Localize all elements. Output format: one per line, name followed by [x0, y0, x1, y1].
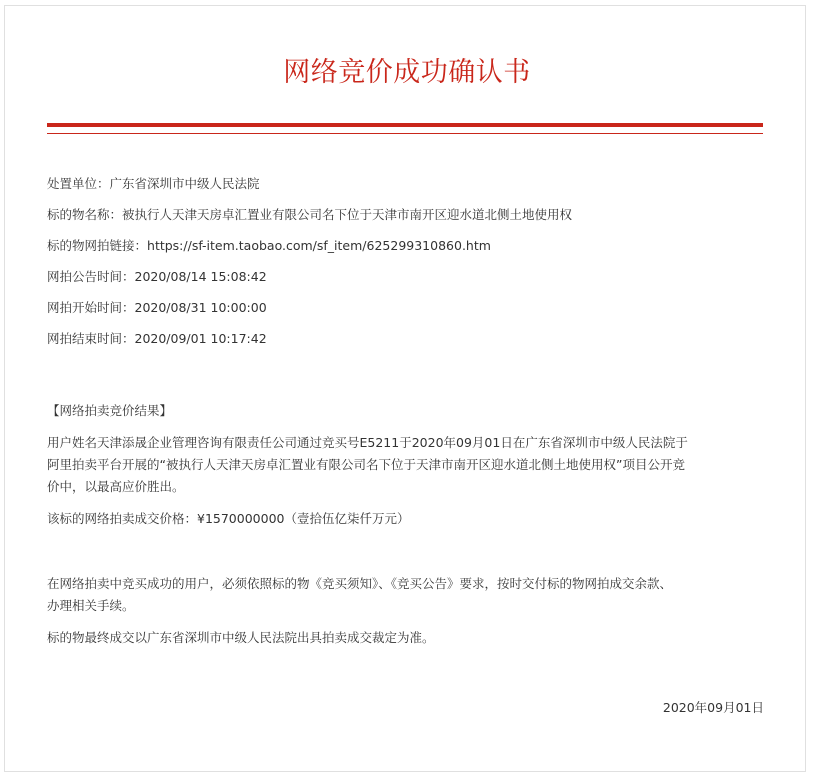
result-section [47, 400, 763, 540]
final-price: 该标的网络拍卖成交价格：¥1570000000（壹拾伍亿柒仟万元） [47, 511, 410, 526]
auction-info-list [47, 173, 763, 359]
result-line-3: 价中，以最高应价胜出。 [47, 479, 185, 494]
court-row: 处置单位：广东省深圳市中级人民法院 [47, 176, 260, 191]
title-divider-thin [47, 133, 763, 134]
document-date: 2020年09月01日 [662, 700, 764, 715]
result-paragraph [47, 432, 763, 498]
result-line-1: 用户姓名天津添晟企业管理咨询有限责任公司通过竞买号E5211于2020年09月01日在广东省深圳市中级人民法院于 [47, 435, 688, 450]
start-time-row: 网拍开始时间：2020/08/31 10:00:00 [47, 300, 267, 315]
item-link-label: 标的物网拍链接： [47, 238, 148, 253]
item-link: https://sf-item.taobao.com/sf_item/625299310860.htm [147, 238, 491, 253]
title-divider-thick [47, 123, 763, 127]
end-time-row: 网拍结束时间：2020/09/01 10:17:42 [47, 331, 267, 346]
item-link-row [47, 235, 763, 266]
notice-line-1: 在网络拍卖中竞买成功的用户，必须依照标的物《竞买须知》、《竞买公告》要求，按时交付标的物网拍成交余款、 [47, 576, 673, 591]
notice-section [47, 573, 763, 659]
notice-paragraph [47, 573, 763, 617]
announce-time-row: 网拍公告时间：2020/08/14 15:08:42 [47, 269, 267, 284]
result-heading: 【网络拍卖竞价结果】 [47, 403, 173, 418]
item-name-row: 标的物名称：被执行人天津天房卓汇置业有限公司名下位于天津市南开区迎水道北侧土地使用权 [47, 207, 573, 222]
notice-line-2: 办理相关手续。 [47, 598, 135, 613]
result-line-2: 阿里拍卖平台开展的“被执行人天津天房卓汇置业有限公司名下位于天津市南开区迎水道北侧土地使用权”项目公开竞 [47, 457, 685, 472]
notice-final-line: 标的物最终成交以广东省深圳市中级人民法院出具拍卖成交裁定为准。 [47, 630, 435, 645]
document-title: 网络竞价成功确认书 [283, 57, 531, 88]
